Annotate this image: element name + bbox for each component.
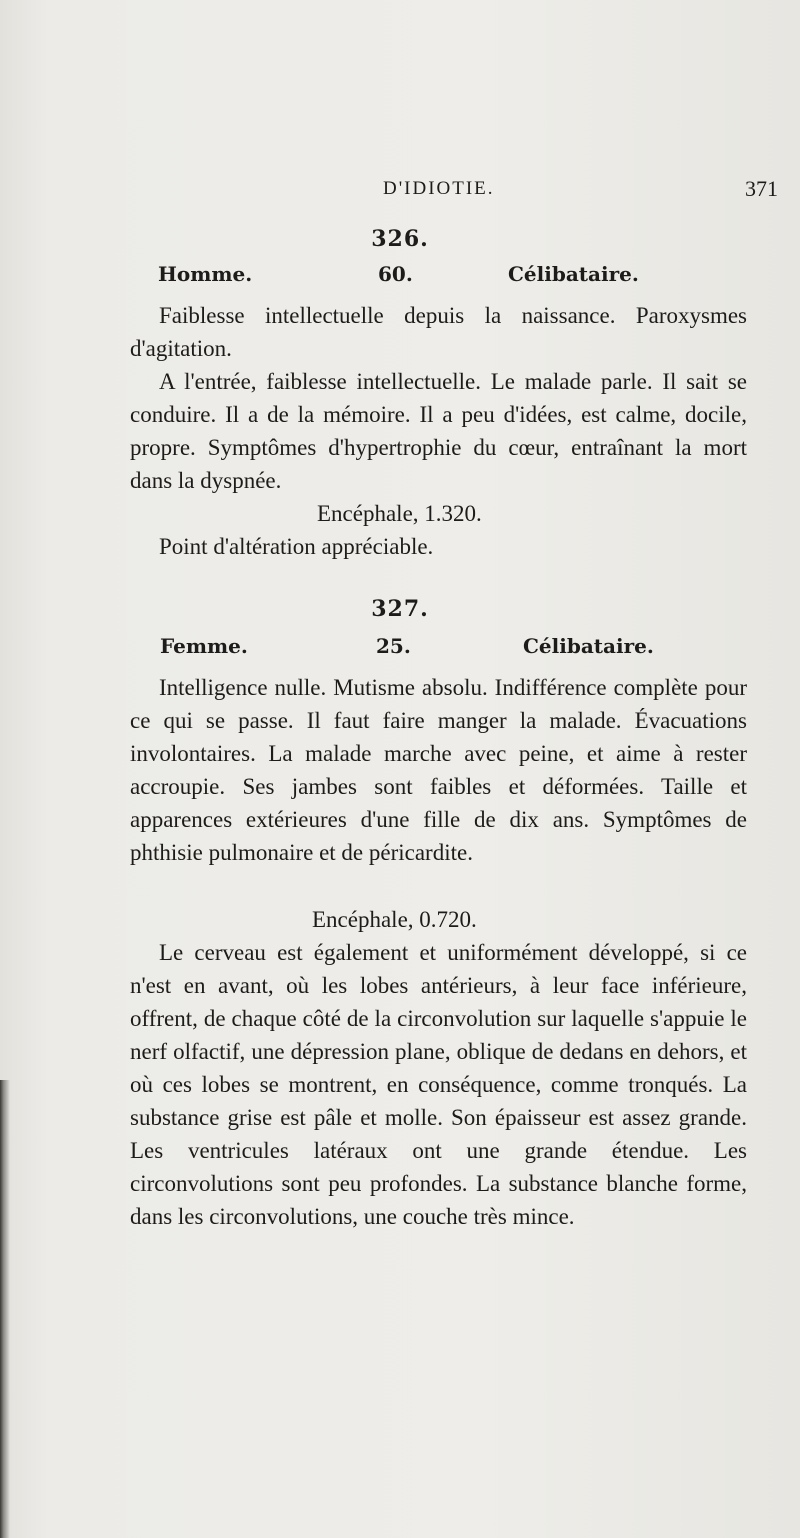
page-number: 371 [745, 176, 778, 201]
running-head-title: D'IDIOTIE. [383, 178, 495, 199]
case-status: Célibataire. [523, 634, 654, 658]
encephale-weight: Encéphale, 0.720. [312, 907, 477, 932]
page-edge-shadow [0, 1080, 10, 1538]
case-conclusion: Point d'altération appréciable. [159, 534, 434, 559]
case-number: 326. [371, 226, 429, 252]
running-head [0, 178, 800, 208]
case-header [0, 634, 800, 664]
case-number: 327. [371, 596, 429, 622]
case-status: Célibataire. [508, 262, 639, 286]
case-age: 25. [376, 634, 411, 658]
case-paragraph: Intelligence nulle. Mutisme absolu. Indifférence complète pour ce qui se passe. Il faut faire manger la malade. Évacuations involontaires. La malade marche avec peine, et aime à rester accroupie. Ses jambes sont faibles et déformées. Taille et apparences extérieures d'une fille de dix ans. Symptômes de phthisie pulmonaire et de péricardite. [130, 675, 747, 865]
encephale-weight: Encéphale, 1.320. [317, 501, 482, 526]
case-header [0, 262, 800, 292]
case-paragraph: Faiblesse intellectuelle depuis la naissance. Paroxysmes d'agitation. [130, 303, 747, 361]
case-conclusion: Le cerveau est également et uniformément développé, si ce n'est en avant, où les lobes antérieurs, à leur face inférieure, offrent, de chaque côté de la circonvolution sur laquelle s'appuie le nerf olfactif, une dépression plane, oblique de dedans en dehors, et où ces lobes se montrent, en conséquence, comme tronqués. La substance grise est pâle et molle. Son épaisseur est assez grande. Les ventricules latéraux ont une grande étendue. Les circonvolutions sont peu profondes. La substance blanche forme, dans les circonvolutions, une couche très mince. [130, 940, 747, 1229]
case-paragraph: A l'entrée, faiblesse intellectuelle. Le malade parle. Il sait se conduire. Il a de la mémoire. Il a peu d'idées, est calme, docile, propre. Symptômes d'hypertrophie du cœur, entraînant la mort dans la dyspnée. [130, 369, 747, 493]
case-sex: Femme. [160, 634, 248, 658]
case-age: 60. [378, 262, 413, 286]
case-sex: Homme. [158, 262, 253, 286]
